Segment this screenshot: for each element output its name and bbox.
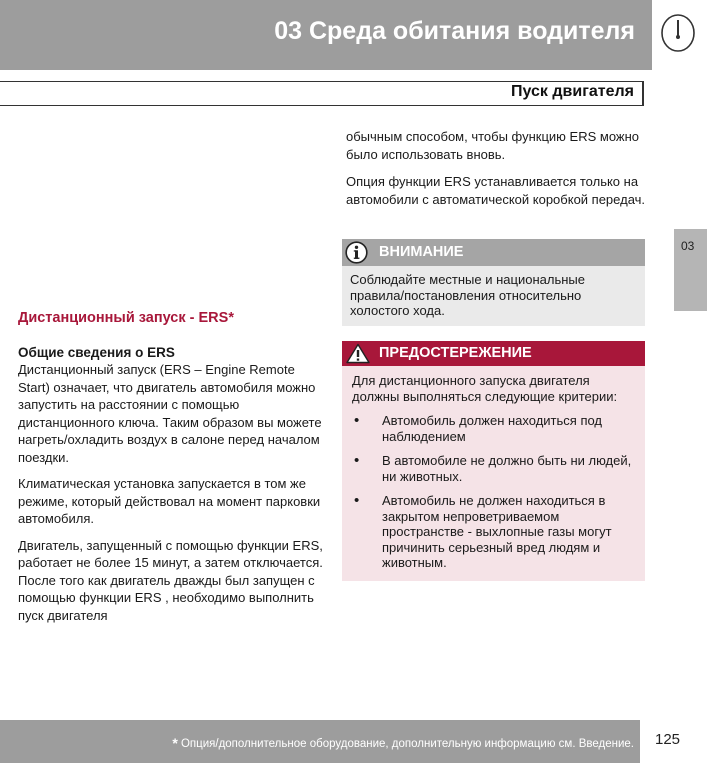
attention-box [342, 239, 645, 326]
ers-continuation-paragraph: обычным способом, чтобы функцию ERS можно было использовать вновь. [346, 129, 640, 162]
warning-criterion: • В автомобиле не должно быть ни людей, ни животных. [352, 453, 635, 484]
ers-paragraph-2: Климатическая установка запускается в том же режиме, который действовал на момент парковки автомобиля. [18, 476, 321, 526]
warning-title: ПРЕДОСТЕРЕЖЕНИЕ [379, 345, 532, 361]
right-column [346, 128, 646, 218]
ers-paragraph-1: Дистанционный запуск (ERS – Engine Remote Start) означает, что двигатель автомобиля можно запустить на расстоянии с помощью дистанционного ключа. Таким образом вы можете нагреть/охладить воздух в салоне перед началом поездки. [18, 362, 322, 465]
warning-body [342, 366, 645, 581]
chapter-side-tab-label: 03 [681, 239, 695, 253]
section-title: Пуск двигателя [511, 83, 634, 100]
attention-header [342, 239, 645, 266]
page-number: 125 [655, 731, 681, 748]
footnote-text: Опция/дополнительное оборудование, дополнительную информацию см. Введение. [180, 738, 634, 750]
attention-title: ВНИМАНИЕ [379, 244, 464, 260]
info-icon [345, 241, 368, 264]
warning-header [342, 341, 645, 366]
chapter-title: 03 Среда обитания водителя [274, 17, 635, 45]
ers-subheading: Общие сведения о ERS [18, 345, 175, 360]
left-column [18, 310, 330, 633]
attention-text: Соблюдайте местные и национальные правила/постановления относительно холостого хода. [342, 266, 645, 326]
ers-paragraph-3: Двигатель, запущенный с помощью функции ERS, работает не более 15 минут, а затем отключается. После того как двигатель дважды был запущен с помощью функции ERS , необходимо выполнить пуск двигателя [18, 537, 323, 623]
warning-criterion: • Автомобиль должен находиться под наблюдением [352, 413, 635, 444]
ers-heading: Дистанционный запуск - ERS* [18, 310, 234, 326]
ers-option-paragraph: Опция функции ERS устанавливается только на автомобили с автоматической коробкой передач. [346, 174, 646, 207]
warning-box [342, 341, 645, 581]
warning-criterion: • Автомобиль не должен находиться в закрытом непроветриваемом пространстве - выхлопные газы могут причинить серьезный вред людям и животным. [352, 493, 635, 571]
footnote-star: * [172, 735, 178, 751]
warning-triangle-icon [346, 343, 370, 364]
warning-intro: Для дистанционного запуска двигателя должны выполняться следующие критерии: [352, 373, 618, 404]
footnote [172, 735, 634, 751]
warning-criteria-list [352, 413, 635, 571]
speedometer-icon [659, 12, 697, 54]
